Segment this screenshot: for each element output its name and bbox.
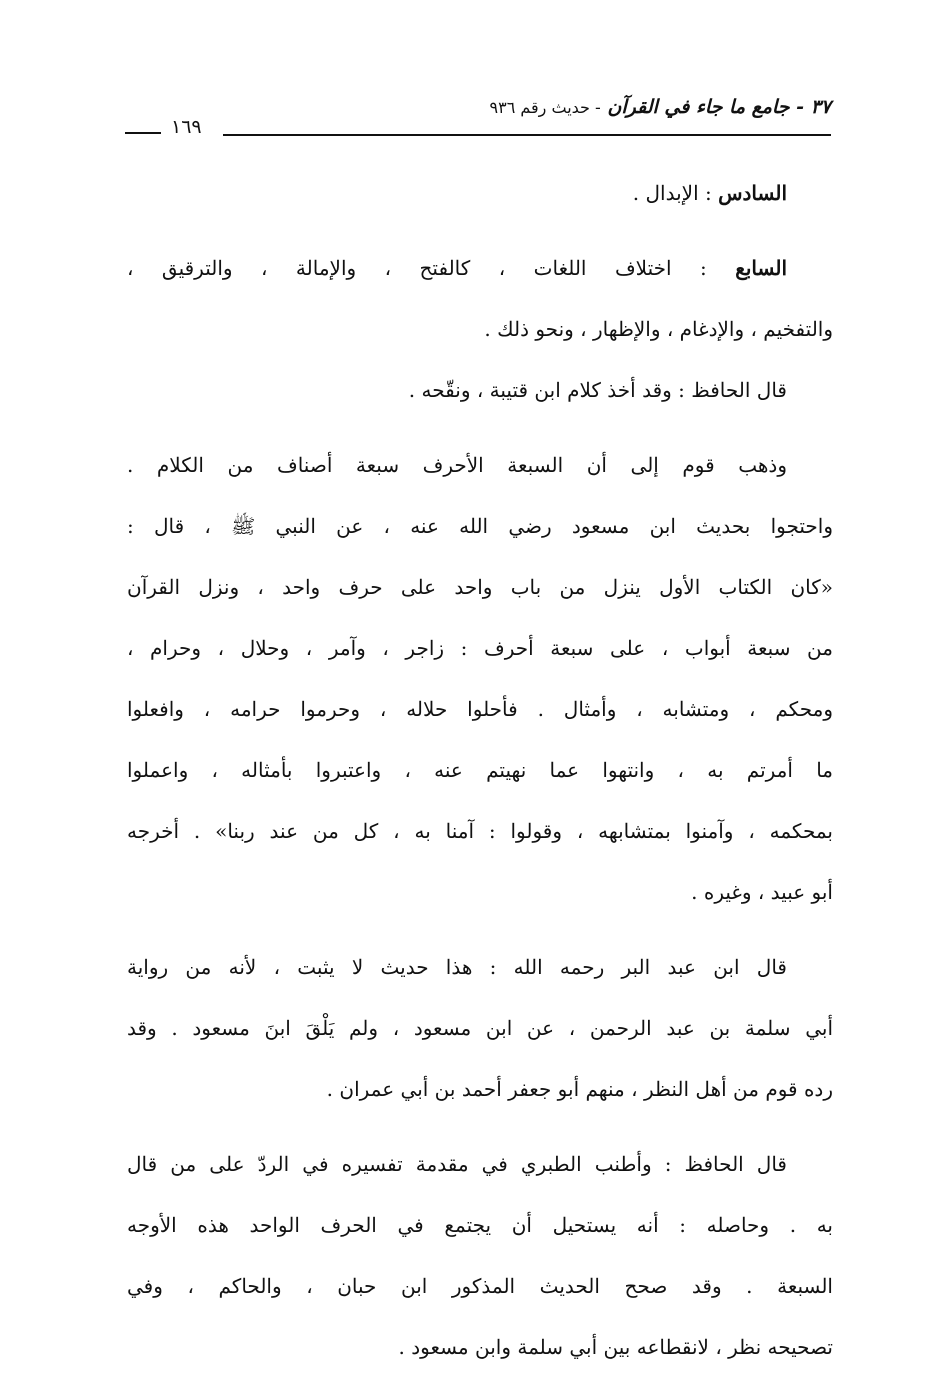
text-line: تصحيحه نظر ، لانقطاعه بين أبي سلمة وابن مسعود . [398, 1335, 833, 1359]
text-line: به . وحاصله : أنه يستحيل أن يجتمع في الحرف الواحد هذه الأوجه [127, 1213, 833, 1237]
text-line: السادس : الإبدال . [632, 181, 787, 205]
text-line: بمحكمه ، وآمنوا بمتشابهه ، وقولوا : آمنا به ، كل من عند ربنا» . أخرجه [127, 819, 833, 843]
paragraph-ibn-abd-al-barr [127, 937, 833, 1120]
paragraph-tabari [127, 1134, 833, 1378]
main-text [127, 163, 833, 1378]
lead-term: السادس [718, 181, 787, 205]
text-line: وذهب قوم إلى أن السبعة الأحرف سبعة أصناف من الكلام . [127, 453, 787, 477]
text-line: أبو عبيد ، وغيره . [691, 880, 833, 904]
page-number-dash [125, 132, 161, 134]
text-line: والتفخيم ، والإدغام ، والإظهار ، ونحو ذلك . [484, 317, 833, 341]
text-line: ومحكم ، ومتشابه ، وأمثال . فأحلوا حلاله ، وحرموا حرامه ، وافعلوا [127, 697, 833, 721]
running-header [125, 96, 831, 142]
paragraph-hadith [127, 435, 833, 923]
text-line: «كان الكتاب الأول ينزل من باب واحد على حرف واحد ، ونزل القرآن [127, 575, 833, 599]
paragraph-sixth [127, 163, 833, 224]
header-rule [223, 134, 831, 136]
text-line: قال الحافظ : وأطنب الطبري في مقدمة تفسيره في الردّ على من قال [127, 1152, 787, 1176]
chapter-title [490, 96, 832, 118]
text-line: أبي سلمة بن عبد الرحمن ، عن ابن مسعود ، ولم يَلْقَ ابنَ مسعود . وقد [127, 1016, 834, 1040]
text-line: رده قوم من أهل النظر ، منهم أبو جعفر أحمد بن أبي عمران . [326, 1077, 833, 1101]
text-line: السابع : اختلاف اللغات ، كالفتح ، والإمالة ، والترقيق ، [127, 256, 787, 280]
text-line: من سبعة أبواب ، على سبعة أحرف : زاجر ، وآمر ، وحلال ، وحرام ، [127, 636, 833, 660]
chapter-title-text: ٣٧ - جامع ما جاء في القرآن [607, 96, 831, 118]
text-line: واحتجوا بحديث ابن مسعود رضي الله عنه ، عن النبي ﷺ ، قال : [127, 514, 833, 538]
paragraph-seventh [127, 238, 833, 360]
paragraph-hafiz-note [127, 360, 833, 421]
text-line: قال ابن عبد البر رحمه الله : هذا حديث لا يثبت ، لأنه من رواية [127, 955, 787, 979]
text-line: ما أمرتم به ، وانتهوا عما نهيتم عنه ، واعتبروا بأمثاله ، واعملوا [127, 758, 833, 782]
lead-term: السابع [735, 256, 787, 280]
hadith-reference: - حديث رقم ٩٣٦ [489, 98, 601, 117]
text-line: السبعة . وقد صحح الحديث المذكور ابن حبان ، والحاكم ، وفي [127, 1274, 833, 1298]
page-number: ١٦٩ [171, 116, 202, 138]
text-line: قال الحافظ : وقد أخذ كلام ابن قتيبة ، ونقّحه . [408, 378, 787, 402]
